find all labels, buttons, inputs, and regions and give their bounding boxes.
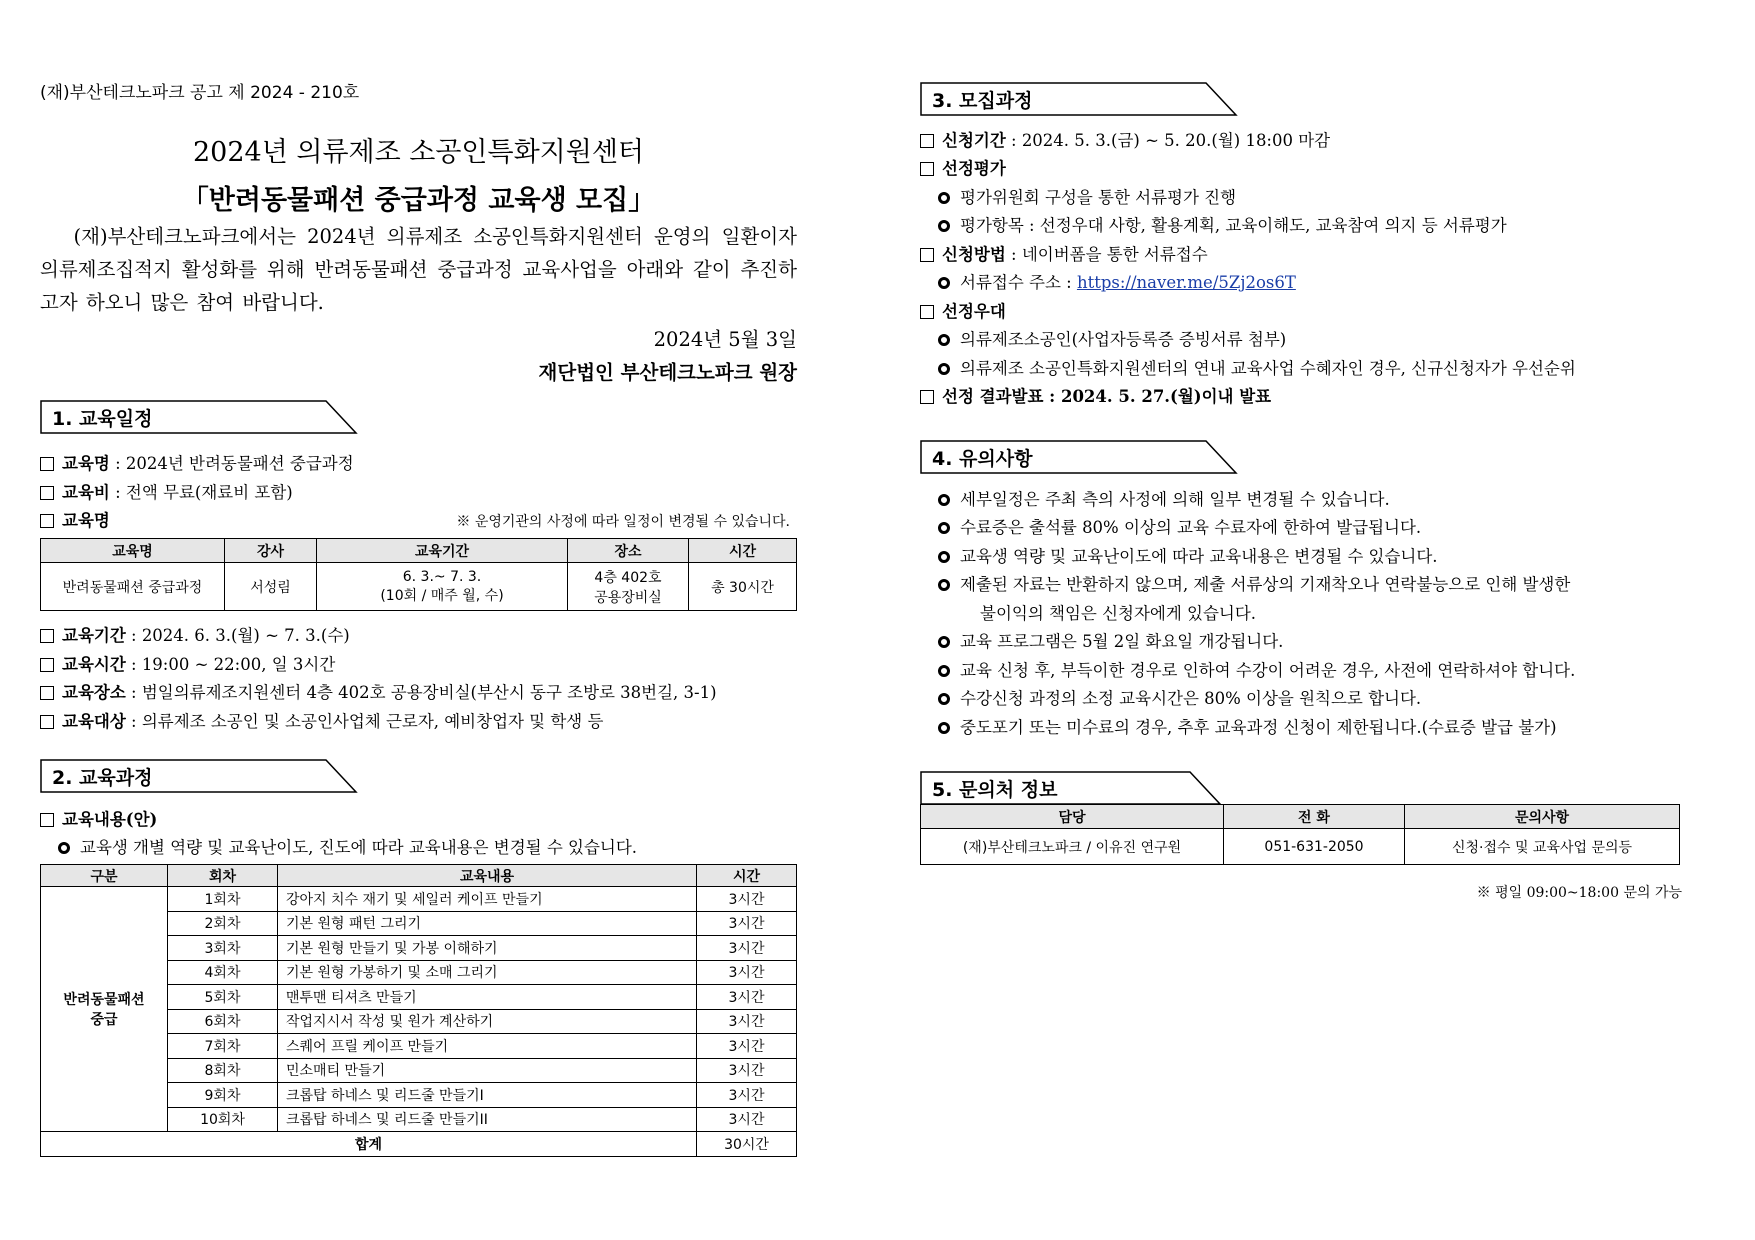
page-title-line2: 「반려동물패션 중급과정 교육생 모집」 <box>181 185 656 216</box>
cell-person: (재)부산테크노파크 / 이유진 연구원 <box>921 829 1224 865</box>
cell-instructor: 서성림 <box>225 563 317 611</box>
th-period: 교육기간 <box>317 539 568 563</box>
checkbox-icon <box>40 457 54 471</box>
cell-session: 4회차 <box>168 960 278 985</box>
cell-content: 기본 원형 패턴 그리기 <box>278 911 697 936</box>
bullet-icon <box>938 722 950 734</box>
cell-session: 1회차 <box>168 887 278 912</box>
th-person: 담당 <box>921 805 1224 829</box>
cell-session: 5회차 <box>168 985 278 1010</box>
bullet-icon <box>938 192 950 204</box>
s4-bullet-1: 세부일정은 주최 측의 사정에 의해 일부 변경될 수 있습니다. <box>938 486 1390 510</box>
checkbox-icon <box>40 715 54 729</box>
cell-content: 기본 원형 만들기 및 가봉 이해하기 <box>278 936 697 961</box>
bullet-icon <box>938 636 950 648</box>
bullet-icon <box>938 665 950 677</box>
contact-table <box>920 804 1680 865</box>
th-content: 교육내용 <box>278 865 697 887</box>
cell-content: 민소매티 만들기 <box>278 1058 697 1083</box>
cell-hours: 3시간 <box>697 960 797 985</box>
section4-title: 4. 유의사항 <box>932 448 1033 470</box>
cell-content: 기본 원형 가봉하기 및 소매 그리기 <box>278 960 697 985</box>
cell-phone: 051-631-2050 <box>1224 829 1405 865</box>
s3-period: 신청기간 : 2024. 5. 3.(금) ~ 5. 20.(월) 18:00 마감 <box>920 127 1330 151</box>
bullet-icon <box>938 522 950 534</box>
checkbox-icon <box>920 162 934 176</box>
th-inquiry: 문의사항 <box>1405 805 1680 829</box>
cell-session: 8회차 <box>168 1058 278 1083</box>
th-hours: 시간 <box>697 865 797 887</box>
cell-hours: 3시간 <box>697 936 797 961</box>
s1-item-2: 교육비 : 전액 무료(재료비 포함) <box>40 479 293 503</box>
cell-content: 크롭탑 하네스 및 리드줄 만들기II <box>278 1107 697 1132</box>
th-time: 시간 <box>689 539 797 563</box>
section1-header <box>40 400 358 434</box>
section4-header <box>920 440 1238 474</box>
schedule-table <box>40 538 797 611</box>
cell-content: 크롭탑 하네스 및 리드줄 만들기I <box>278 1083 697 1108</box>
curriculum-table <box>40 864 797 1157</box>
intro-paragraph: (재)부산테크노파크에서는 2024년 의류제조 소공인특화지원센터 운영의 일환이자 의류제조집적지 활성화를 위해 반려동물패션 중급과정 교육사업을 아래와 같이 추진하고자 하오니 많은 참여 바랍니다. <box>40 225 797 314</box>
s1-detail-1: 교육기간 : 2024. 6. 3.(월) ~ 7. 3.(수) <box>40 622 350 646</box>
checkbox-icon <box>920 134 934 148</box>
cell-hours: 3시간 <box>697 1083 797 1108</box>
page-title-line1: 2024년 의류제조 소공인특화지원센터 <box>192 137 645 168</box>
s3-url-line: 서류접수 주소 : https://naver.me/5Zj2os6T <box>938 269 1296 293</box>
cell-hours: 3시간 <box>697 887 797 912</box>
bullet-icon <box>938 363 950 375</box>
checkbox-icon <box>40 658 54 672</box>
section2-header <box>40 759 358 793</box>
total-label: 합계 <box>41 1132 697 1157</box>
s4-bullet-4: 제출된 자료는 반환하지 않으며, 제출 서류상의 기재착오나 연락불능으로 인해 발생한 <box>938 571 1570 595</box>
cell-hours: 3시간 <box>697 1034 797 1059</box>
cell-content: 스퀘어 프릴 케이프 만들기 <box>278 1034 697 1059</box>
cell-time: 총 30시간 <box>689 563 797 611</box>
s4-bullet-4-cont: 불이익의 책임은 신청자에게 있습니다. <box>980 604 1257 623</box>
checkbox-icon <box>40 514 54 528</box>
checkbox-icon <box>920 390 934 404</box>
cell-period: 6. 3.~ 7. 3. (10회 / 매주 월, 수) <box>317 563 568 611</box>
s1-item-1: 교육명 : 2024년 반려동물패션 중급과정 <box>40 450 354 474</box>
cell-hours: 3시간 <box>697 911 797 936</box>
total-hours: 30시간 <box>697 1132 797 1157</box>
bullet-icon <box>938 277 950 289</box>
cell-hours: 3시간 <box>697 1107 797 1132</box>
s3-pref-bullet-2: 의류제조 소공인특화지원센터의 연내 교육사업 수혜자인 경우, 신규신청자가 우선순위 <box>938 355 1576 379</box>
table-row <box>921 829 1680 865</box>
cell-session: 3회차 <box>168 936 278 961</box>
cell-session: 6회차 <box>168 1009 278 1034</box>
s2-item: 교육내용(안) <box>40 806 157 830</box>
s3-eval: 선정평가 <box>920 155 1006 179</box>
checkbox-icon <box>920 305 934 319</box>
bullet-icon <box>938 220 950 232</box>
cell-inquiry: 신청·접수 및 교육사업 문의등 <box>1405 829 1680 865</box>
s4-bullet-8: 중도포기 또는 미수료의 경우, 추후 교육과정 신청이 제한됩니다.(수료증 발급 불가) <box>938 714 1557 738</box>
s1-detail-4: 교육대상 : 의류제조 소공인 및 소공인사업체 근로자, 예비창업자 및 학생 등 <box>40 708 603 732</box>
cell-content: 작업지시서 작성 및 원가 계산하기 <box>278 1009 697 1034</box>
cell-session: 7회차 <box>168 1034 278 1059</box>
section5-title: 5. 문의처 정보 <box>932 779 1058 801</box>
s3-pref-bullet-1: 의류제조소공인(사업자등록증 증빙서류 첨부) <box>938 326 1286 350</box>
cell-name: 반려동물패션 중급과정 <box>41 563 225 611</box>
section1-title: 1. 교육일정 <box>52 408 153 430</box>
bullet-icon <box>938 334 950 346</box>
curriculum-body <box>41 887 797 1132</box>
notice-date: 2024년 5월 3일 <box>653 328 797 351</box>
cell-session: 10회차 <box>168 1107 278 1132</box>
s3-result: 선정 결과발표 : 2024. 5. 27.(월)이내 발표 <box>920 383 1271 407</box>
s3-eval-bullet-2: 평가항목 : 선정우대 사항, 활용계획, 교육이해도, 교육참여 의지 등 서류평가 <box>938 212 1507 236</box>
signer: 재단법인 부산테크노파크 원장 <box>538 361 797 384</box>
th-category: 구분 <box>41 865 168 887</box>
cell-content: 맨투맨 티셔츠 만들기 <box>278 985 697 1010</box>
s1-detail-2: 교육시간 : 19:00 ~ 22:00, 일 3시간 <box>40 651 335 675</box>
s4-bullet-7: 수강신청 과정의 소정 교육시간은 80% 이상을 원칙으로 합니다. <box>938 685 1421 709</box>
s1-detail-3: 교육장소 : 범일의류제조지원센터 4층 402호 공용장비실(부산시 동구 조방로 38번길, 3-1) <box>40 679 717 703</box>
checkbox-icon <box>40 629 54 643</box>
table-row <box>41 563 797 611</box>
table-row <box>41 887 797 912</box>
application-link[interactable]: https://naver.me/5Zj2os6T <box>1076 273 1296 292</box>
s4-bullet-6: 교육 신청 후, 부득이한 경우로 인하여 수강이 어려운 경우, 사전에 연락하셔야 합니다. <box>938 657 1575 681</box>
cell-category: 반려동물패션 중급 <box>41 887 168 1132</box>
s3-method: 신청방법 : 네이버폼을 통한 서류접수 <box>920 241 1208 265</box>
bullet-icon <box>58 842 70 854</box>
s1-schedule-note: ※ 운영기관의 사정에 따라 일정이 변경될 수 있습니다. <box>456 514 790 530</box>
th-name: 교육명 <box>41 539 225 563</box>
th-place: 장소 <box>568 539 689 563</box>
cell-place: 4층 402호 공용장비실 <box>568 563 689 611</box>
bullet-icon <box>938 579 950 591</box>
s3-pref: 선정우대 <box>920 298 1006 322</box>
s3-eval-bullet-1: 평가위원회 구성을 통한 서류평가 진행 <box>938 184 1236 208</box>
section3-header <box>920 82 1238 116</box>
cell-hours: 3시간 <box>697 1058 797 1083</box>
bullet-icon <box>938 494 950 506</box>
checkbox-icon <box>40 813 54 827</box>
bullet-icon <box>938 693 950 705</box>
th-phone: 전 화 <box>1224 805 1405 829</box>
s4-bullet-5: 교육 프로그램은 5월 2일 화요일 개강됩니다. <box>938 628 1283 652</box>
section3-title: 3. 모집과정 <box>932 90 1033 112</box>
s2-bullet: 교육생 개별 역량 및 교육난이도, 진도에 따라 교육내용은 변경될 수 있습니다. <box>58 834 637 858</box>
checkbox-icon <box>40 686 54 700</box>
cell-content: 강아지 치수 재기 및 세일러 케이프 만들기 <box>278 887 697 912</box>
checkbox-icon <box>40 486 54 500</box>
total-row <box>41 1132 797 1157</box>
cell-session: 2회차 <box>168 911 278 936</box>
contact-hours-note: ※ 평일 09:00~18:00 문의 가능 <box>1476 885 1682 901</box>
s4-bullet-3: 교육생 역량 및 교육난이도에 따라 교육내용은 변경될 수 있습니다. <box>938 543 1438 567</box>
notice-number: (재)부산테크노파크 공고 제 2024 - 210호 <box>40 83 360 103</box>
cell-session: 9회차 <box>168 1083 278 1108</box>
section5-header <box>920 771 1238 805</box>
s4-bullet-2: 수료증은 출석률 80% 이상의 교육 수료자에 한하여 발급됩니다. <box>938 514 1421 538</box>
s1-item-3: 교육명 <box>40 507 110 531</box>
cell-hours: 3시간 <box>697 985 797 1010</box>
checkbox-icon <box>920 248 934 262</box>
cell-hours: 3시간 <box>697 1009 797 1034</box>
section2-title: 2. 교육과정 <box>52 767 153 789</box>
th-session: 회차 <box>168 865 278 887</box>
th-instructor: 강사 <box>225 539 317 563</box>
bullet-icon <box>938 551 950 563</box>
